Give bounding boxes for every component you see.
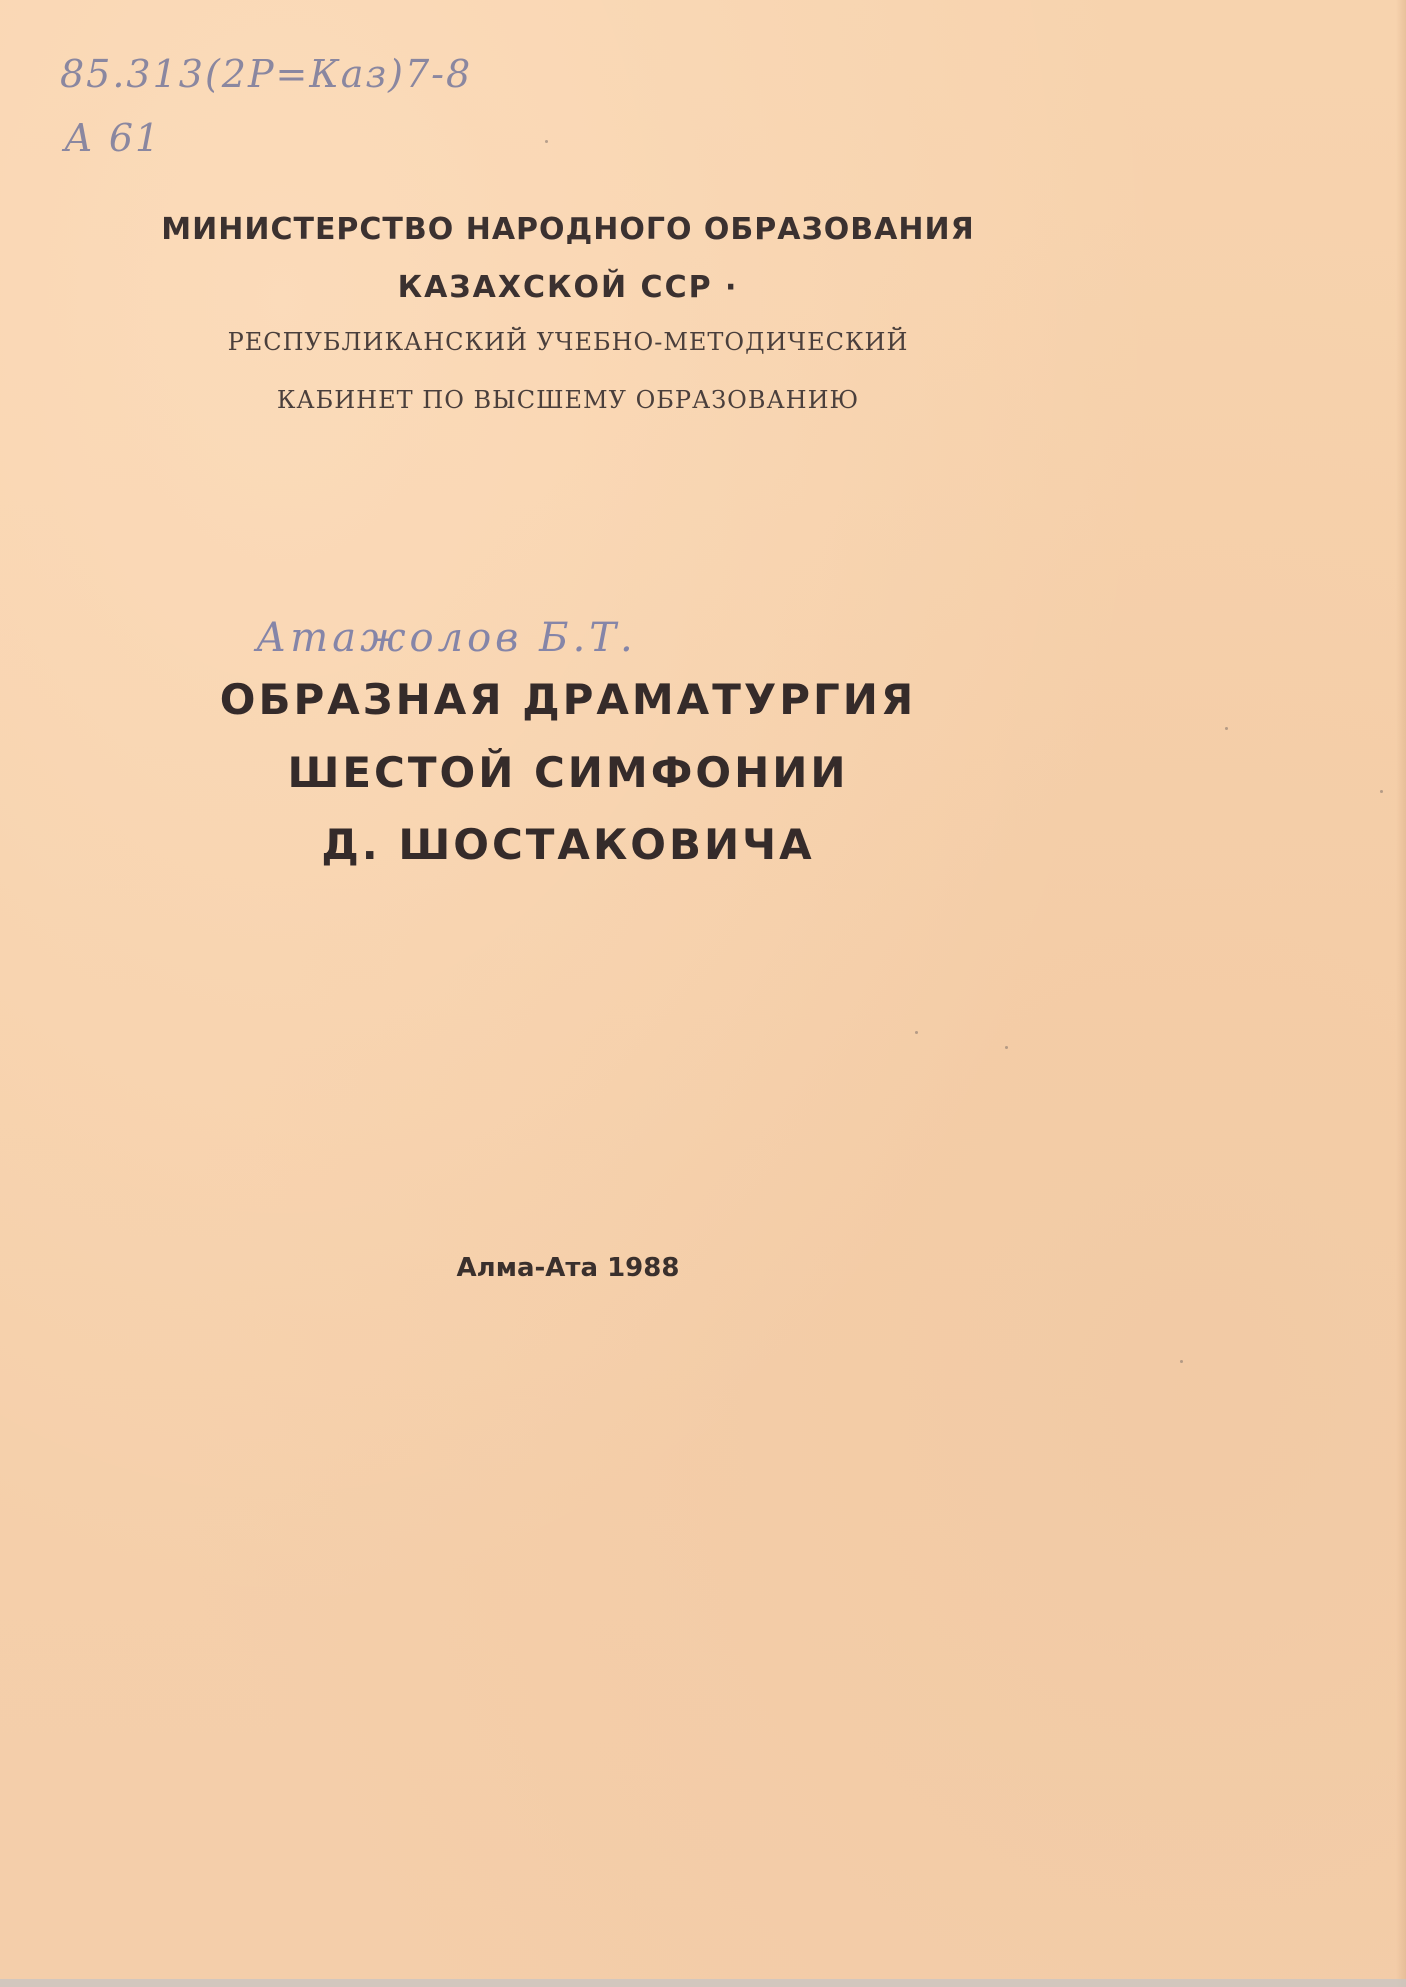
ministry-heading: МИНИСТЕРСТВО НАРОДНОГО ОБРАЗОВАНИЯ: [161, 212, 975, 247]
cabinet-line-2: КАБИНЕТ ПО ВЫСШЕМУ ОБРАЗОВАНИЮ: [276, 386, 860, 414]
imprint: Алма-Ата 1988: [456, 1253, 680, 1283]
paper-speck: [1180, 1360, 1183, 1363]
handwritten-author: Атажолов Б.Т.: [256, 615, 637, 661]
paper-speck: [1380, 790, 1383, 793]
handwritten-call-number: 85.313(2Р=Каз)7-8: [60, 52, 473, 96]
paper-speck: [545, 140, 548, 143]
title-line-1: ОБРАЗНАЯ ДРАМАТУРГИЯ: [219, 675, 917, 724]
paper-speck: [915, 1031, 918, 1034]
republic-heading: КАЗАХСКОЙ ССР ·: [397, 270, 739, 305]
paper-speck: [1225, 727, 1228, 730]
handwritten-call-code: А 61: [64, 116, 162, 160]
scan-bottom-edge: [0, 1979, 1406, 1987]
title-line-2: ШЕСТОЙ СИМФОНИИ: [287, 748, 849, 797]
cabinet-line-1: РЕСПУБЛИКАНСКИЙ УЧЕБНО-МЕТОДИЧЕСКИЙ: [227, 328, 909, 356]
paper-speck: [1005, 1046, 1008, 1049]
page-edge-shadow: [1396, 0, 1406, 1987]
title-line-3: Д. ШОСТАКОВИЧА: [321, 820, 815, 869]
